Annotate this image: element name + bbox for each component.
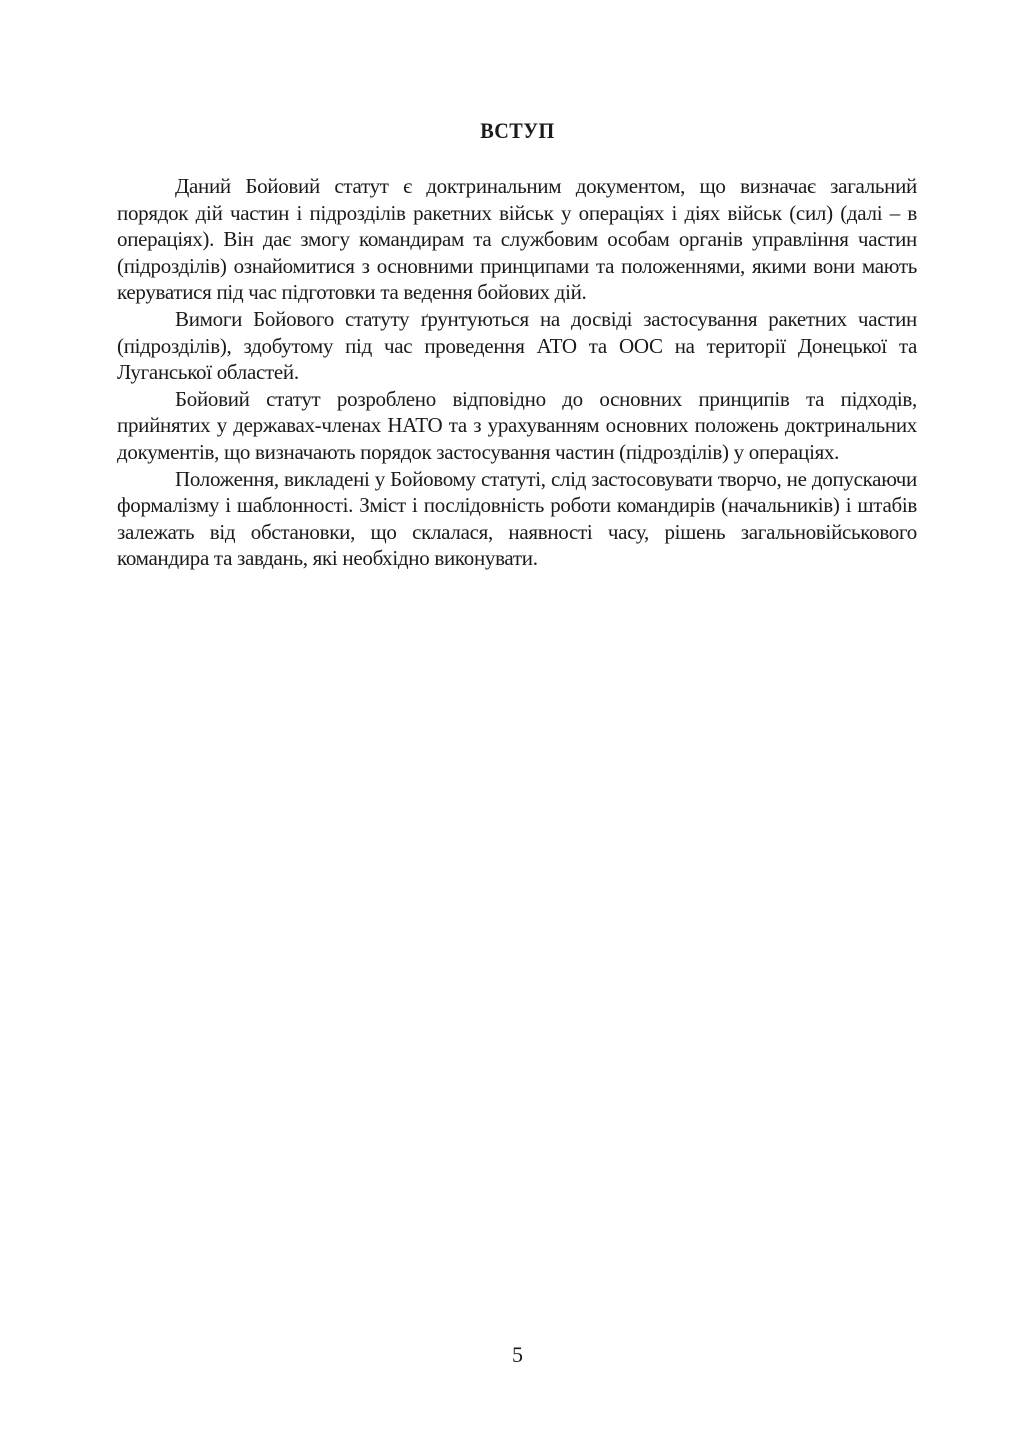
paragraph-requirements: Вимоги Бойового статуту ґрунтуються на досвіді застосування ракетних частин (підрозділів), здобутому під час проведення АТО та ООС на території Донецької та Луганської областей. [117, 306, 917, 385]
paragraph-intro: Даний Бойовий статут є доктринальним документом, що визначає загальний порядок дій частин і підрозділів ракетних військ у операціях і діях військ (сил) (далі – в операціях). Він дає змогу командирам та службовим особам органів управління частин (підрозділів) ознайомитися з основними принципами та положеннями, якими вони мають керуватися під час підготовки та ведення бойових дій. [117, 174, 917, 305]
section-title: ВСТУП [480, 118, 555, 143]
paragraph-application: Положення, викладені у Бойовому статуті, слід застосовувати творчо, не допускаючи формалізму і шаблонності. Зміст і послідовність роботи командирів (начальників) і штабів залежать від обстановки, що склалася, наявності часу, рішень загальновійськового командира та завдань, які необхідно виконувати. [117, 466, 917, 571]
page-number: 5 [512, 1342, 523, 1367]
body-text [117, 173, 917, 572]
paragraph-development: Бойовий статут розроблено відповідно до основних принципів та підходів, прийнятих у державах-членах НАТО та з урахуванням основних положень доктринальних документів, що визначають порядок застосування частин (підрозділів) у операціях. [117, 386, 917, 464]
